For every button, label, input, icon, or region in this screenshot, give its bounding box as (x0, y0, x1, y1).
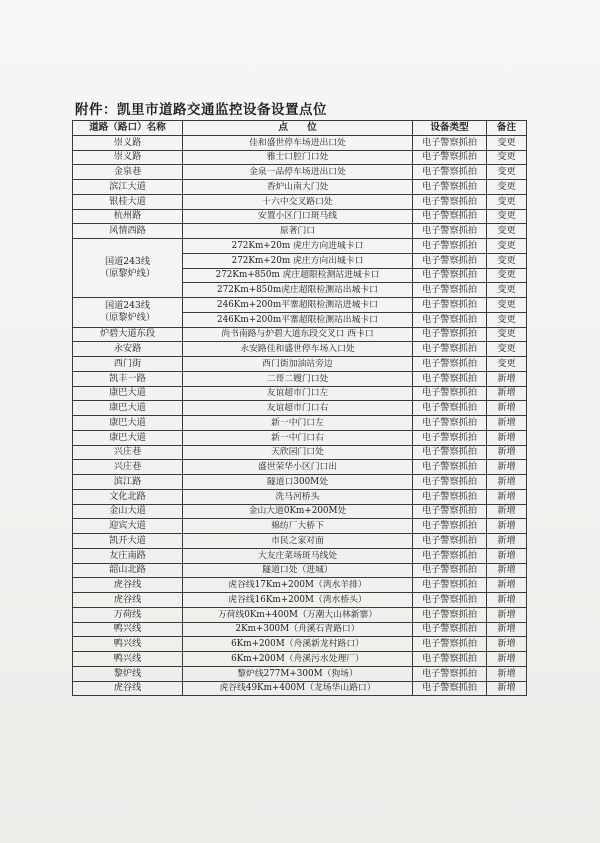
device-type-cell: 电子警察抓拍 (413, 548, 487, 563)
road-name-cell: 滨江大道 (73, 180, 183, 195)
table-row (73, 475, 527, 490)
device-type-cell: 电子警察抓拍 (413, 357, 487, 372)
device-type-cell: 电子警察抓拍 (413, 298, 487, 313)
road-name-cell: 万荷线 (73, 607, 183, 622)
road-name-cell: 国道243线 （原黎炉线） (73, 239, 183, 298)
road-name-cell: 银桂大道 (73, 194, 183, 209)
table-row (73, 593, 527, 608)
device-type-cell: 电子警察抓拍 (413, 312, 487, 327)
device-type-cell: 电子警察抓拍 (413, 135, 487, 150)
remark-cell: 新增 (487, 489, 527, 504)
device-type-cell: 电子警察抓拍 (413, 253, 487, 268)
table-row (73, 239, 527, 254)
remark-cell: 新增 (487, 548, 527, 563)
location-cell: 佳和盛世停车场进出口处 (183, 135, 413, 150)
road-name-cell: 西门街 (73, 357, 183, 372)
remark-cell: 新增 (487, 607, 527, 622)
remark-cell: 新增 (487, 681, 527, 696)
device-type-cell: 电子警察抓拍 (413, 445, 487, 460)
device-type-cell: 电子警察抓拍 (413, 652, 487, 667)
location-cell: 棉纺厂大桥下 (183, 519, 413, 534)
remark-cell: 变更 (487, 239, 527, 254)
remark-cell: 新增 (487, 563, 527, 578)
device-type-cell: 电子警察抓拍 (413, 386, 487, 401)
device-type-cell: 电子警察抓拍 (413, 342, 487, 357)
location-cell: 洗马河桥头 (183, 489, 413, 504)
remark-cell: 变更 (487, 268, 527, 283)
location-cell: 新一中门口左 (183, 416, 413, 431)
location-cell: 盛世荣华小区门口出 (183, 460, 413, 475)
location-cell: 香炉山南大门处 (183, 180, 413, 195)
table-row (73, 445, 527, 460)
header-location: 点 位 (183, 121, 413, 136)
table-row (73, 135, 527, 150)
location-cell: 2Km+300M（舟溪石青路口） (183, 622, 413, 637)
remark-cell: 变更 (487, 327, 527, 342)
road-name-cell: 鸭兴线 (73, 622, 183, 637)
table-row (73, 637, 527, 652)
location-cell: 新一中门口右 (183, 430, 413, 445)
road-name-cell: 永安路 (73, 342, 183, 357)
device-type-cell: 电子警察抓拍 (413, 637, 487, 652)
device-type-cell: 电子警察抓拍 (413, 239, 487, 254)
road-name-cell: 鸭兴线 (73, 652, 183, 667)
remark-cell: 变更 (487, 357, 527, 372)
remark-cell: 变更 (487, 135, 527, 150)
device-type-cell: 电子警察抓拍 (413, 268, 487, 283)
remark-cell: 新增 (487, 578, 527, 593)
table-row (73, 357, 527, 372)
road-name-cell: 康巴大道 (73, 430, 183, 445)
road-name-cell: 滨江路 (73, 475, 183, 490)
location-cell: 金泉一品停车场进出口处 (183, 165, 413, 180)
location-cell: 272Km+20m 虎庄方向进城卡口 (183, 239, 413, 254)
road-name-cell: 虎谷线 (73, 593, 183, 608)
device-type-cell: 电子警察抓拍 (413, 401, 487, 416)
table-row (73, 371, 527, 386)
device-type-cell: 电子警察抓拍 (413, 283, 487, 298)
table-row (73, 342, 527, 357)
location-cell: 246Km+200m平寨超限检测站出城卡口 (183, 312, 413, 327)
remark-cell: 变更 (487, 194, 527, 209)
remark-cell: 新增 (487, 416, 527, 431)
remark-cell: 变更 (487, 180, 527, 195)
remark-cell: 新增 (487, 622, 527, 637)
device-type-cell: 电子警察抓拍 (413, 622, 487, 637)
remark-cell: 新增 (487, 519, 527, 534)
road-name-cell: 康巴大道 (73, 416, 183, 431)
road-name-cell: 迎宾大道 (73, 519, 183, 534)
remark-cell: 新增 (487, 593, 527, 608)
table-row (73, 489, 527, 504)
device-type-cell: 电子警察抓拍 (413, 519, 487, 534)
location-cell: 二哥二嫂门口处 (183, 371, 413, 386)
table-row (73, 209, 527, 224)
table-row (73, 519, 527, 534)
remark-cell: 变更 (487, 283, 527, 298)
location-cell: 万荷线0Km+400M（万潮大山林新寨） (183, 607, 413, 622)
remark-cell: 新增 (487, 652, 527, 667)
road-name-cell: 虎谷线 (73, 681, 183, 696)
table-row (73, 460, 527, 475)
location-cell: 隧道口300M处 (183, 475, 413, 490)
table-row (73, 194, 527, 209)
table-body (73, 135, 527, 696)
device-type-cell: 电子警察抓拍 (413, 194, 487, 209)
device-type-cell: 电子警察抓拍 (413, 607, 487, 622)
table-row (73, 666, 527, 681)
location-cell: 大友庄菜场斑马线处 (183, 548, 413, 563)
device-type-cell: 电子警察抓拍 (413, 416, 487, 431)
road-name-cell: 文化北路 (73, 489, 183, 504)
header-road-name: 道路（路口）名称 (73, 121, 183, 136)
road-name-cell: 黎炉线 (73, 666, 183, 681)
road-name-cell: 崇义路 (73, 150, 183, 165)
table-row (73, 416, 527, 431)
location-cell: 尚书南路与炉碧大道东段交叉口 西卡口 (183, 327, 413, 342)
location-cell: 金山大道0Km+200M处 (183, 504, 413, 519)
table-row (73, 622, 527, 637)
road-name-cell: 虎谷线 (73, 578, 183, 593)
location-cell: 6Km+200M（舟溪污水处理厂） (183, 652, 413, 667)
location-cell: 虎谷线17Km+200M（湾水羊排） (183, 578, 413, 593)
device-type-cell: 电子警察抓拍 (413, 563, 487, 578)
road-name-cell: 崇义路 (73, 135, 183, 150)
table-row (73, 224, 527, 239)
table-row (73, 578, 527, 593)
table-row (73, 652, 527, 667)
location-cell: 十六中交叉路口处 (183, 194, 413, 209)
road-name-cell: 凯丰一路 (73, 371, 183, 386)
remark-cell: 变更 (487, 253, 527, 268)
location-cell: 天欣园门口处 (183, 445, 413, 460)
location-cell: 安置小区门口斑马线 (183, 209, 413, 224)
location-cell: 永安路佳和盛世停车场入口处 (183, 342, 413, 357)
remark-cell: 新增 (487, 460, 527, 475)
location-cell: 友谊超市门口左 (183, 386, 413, 401)
remark-cell: 变更 (487, 342, 527, 357)
remark-cell: 变更 (487, 209, 527, 224)
remark-cell: 新增 (487, 430, 527, 445)
document-title: 附件：凯里市道路交通监控设备设置点位 (75, 102, 327, 118)
location-cell: 虎谷线49Km+400M（龙场华山路口） (183, 681, 413, 696)
device-type-cell: 电子警察抓拍 (413, 504, 487, 519)
location-cell: 雅士口腔门口处 (183, 150, 413, 165)
road-name-cell: 康巴大道 (73, 401, 183, 416)
table-row (73, 548, 527, 563)
device-type-cell: 电子警察抓拍 (413, 430, 487, 445)
location-cell: 272Km+850m虎庄超限检测站出城卡口 (183, 283, 413, 298)
road-name-cell: 金山大道 (73, 504, 183, 519)
device-type-cell: 电子警察抓拍 (413, 489, 487, 504)
device-type-cell: 电子警察抓拍 (413, 578, 487, 593)
table-row (73, 534, 527, 549)
location-cell: 黎炉线277M+300M（狗场） (183, 666, 413, 681)
remark-cell: 变更 (487, 150, 527, 165)
device-type-cell: 电子警察抓拍 (413, 327, 487, 342)
location-cell: 272Km+850m 虎庄超限检测站进城卡口 (183, 268, 413, 283)
road-name-cell: 康巴大道 (73, 386, 183, 401)
device-type-cell: 电子警察抓拍 (413, 150, 487, 165)
location-cell: 246Km+200m平寨超限检测站进城卡口 (183, 298, 413, 313)
location-cell: 隧道口处（进城） (183, 563, 413, 578)
road-name-cell: 兴庄巷 (73, 460, 183, 475)
location-cell: 西门街加油站旁边 (183, 357, 413, 372)
remark-cell: 新增 (487, 475, 527, 490)
remark-cell: 变更 (487, 312, 527, 327)
location-cell: 虎谷线16Km+200M（湾水桥头） (183, 593, 413, 608)
header-device-type: 设备类型 (413, 121, 487, 136)
monitoring-points-table (72, 120, 527, 696)
remark-cell: 变更 (487, 298, 527, 313)
device-type-cell: 电子警察抓拍 (413, 165, 487, 180)
location-cell: 原著门口 (183, 224, 413, 239)
device-type-cell: 电子警察抓拍 (413, 371, 487, 386)
device-type-cell: 电子警察抓拍 (413, 593, 487, 608)
table-row (73, 298, 527, 313)
road-name-cell: 国道243线 （原黎炉线） (73, 298, 183, 328)
road-name-cell: 金泉巷 (73, 165, 183, 180)
device-type-cell: 电子警察抓拍 (413, 666, 487, 681)
road-name-cell: 韶山北路 (73, 563, 183, 578)
device-type-cell: 电子警察抓拍 (413, 681, 487, 696)
road-name-cell: 兴庄巷 (73, 445, 183, 460)
device-type-cell: 电子警察抓拍 (413, 460, 487, 475)
location-cell: 市民之家对面 (183, 534, 413, 549)
remark-cell: 变更 (487, 165, 527, 180)
remark-cell: 新增 (487, 386, 527, 401)
road-name-cell: 风情西路 (73, 224, 183, 239)
device-type-cell: 电子警察抓拍 (413, 209, 487, 224)
road-name-cell: 鸭兴线 (73, 637, 183, 652)
table-row (73, 180, 527, 195)
device-type-cell: 电子警察抓拍 (413, 534, 487, 549)
location-cell: 友谊超市门口右 (183, 401, 413, 416)
road-name-cell: 凯开大道 (73, 534, 183, 549)
table-row (73, 563, 527, 578)
remark-cell: 变更 (487, 224, 527, 239)
remark-cell: 新增 (487, 371, 527, 386)
road-name-cell: 炉碧大道东段 (73, 327, 183, 342)
table-header-row (73, 121, 527, 136)
header-remark: 备注 (487, 121, 527, 136)
device-type-cell: 电子警察抓拍 (413, 475, 487, 490)
table-row (73, 504, 527, 519)
table-row (73, 327, 527, 342)
table-row (73, 607, 527, 622)
remark-cell: 新增 (487, 666, 527, 681)
road-name-cell: 杭州路 (73, 209, 183, 224)
remark-cell: 新增 (487, 504, 527, 519)
remark-cell: 新增 (487, 534, 527, 549)
road-name-cell: 友庄南路 (73, 548, 183, 563)
remark-cell: 新增 (487, 401, 527, 416)
device-type-cell: 电子警察抓拍 (413, 224, 487, 239)
device-type-cell: 电子警察抓拍 (413, 180, 487, 195)
remark-cell: 新增 (487, 637, 527, 652)
table-row (73, 150, 527, 165)
table-row (73, 386, 527, 401)
table-row (73, 430, 527, 445)
remark-cell: 新增 (487, 445, 527, 460)
location-cell: 6Km+200M（舟溪新龙村路口） (183, 637, 413, 652)
table-row (73, 681, 527, 696)
table-row (73, 165, 527, 180)
location-cell: 272Km+20m 虎庄方向出城卡口 (183, 253, 413, 268)
table-row (73, 401, 527, 416)
